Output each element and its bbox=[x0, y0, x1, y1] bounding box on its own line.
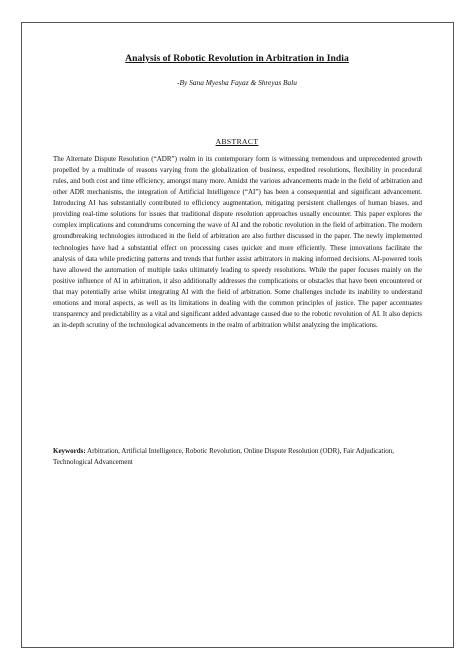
author-byline: -By Sana Myesha Fayaz & Shreyas Balu bbox=[177, 78, 297, 87]
keywords-line bbox=[53, 446, 422, 468]
paper-title: Analysis of Robotic Revolution in Arbitration in India bbox=[125, 53, 349, 64]
abstract-heading: ABSTRACT bbox=[215, 137, 259, 146]
page-border bbox=[21, 22, 454, 648]
keywords-text: Arbitration, Artificial Intelligence, Robotic Revolution, Online Dispute Resolution (ODR), Fair Adjudication, Technological Advancement bbox=[53, 447, 395, 467]
abstract-body: The Alternate Dispute Resolution (“ADR”) realm in its contemporary form is witnessing tremendous and unprecedented growth propelled by a multitude of reasons varying from the globalization of business, expedited resolutions, flexibility in procedural rules, and both cost and time efficiency, amongst many more. Amidst the various advancements made in the field of arbitration and other ADR mechanisms, the integration of Artificial Intelligence (“AI”) has been a consequential and significant advancement. Introducing AI has substantially contributed to efficiency augmentation, mitigating persistent challenges of human biases, and providing real-time solutions for issues that traditional dispute resolution approaches usually encounter. This paper explores the complex implications and conundrums concerning the wave of AI and the robotic revolution in the field of arbitration. The modern groundbreaking technologies introduced in the field of arbitration are also further discussed in the paper. The newly implemented technologies have had a substantial effect on processing cases quicker and more efficiently. These innovations facilitate the analysis of data while predicting patterns and trends that further assist arbitrators in making informed decisions. AI-powered tools have allowed the automation of multiple tasks ultimately leading to speedy resolutions. While the paper focuses mainly on the positive influence of AI in arbitration, it also additionally addresses the complications or obstacles that have been encountered or that may potentially arise whilst integrating AI with the field of arbitration. Some challenges include its inability to understand emotions and moral aspects, as well as its limitations in dealing with the common principles of justice. The paper accentuates transparency and predictability as a vital and significant added advantage caused due to the robotic revolution of AI. It also depicts an in-depth scrutiny of the technological advancements in the realm of arbitration whilst analyzing the implications. bbox=[53, 155, 422, 329]
keywords-label: Keywords: bbox=[53, 447, 86, 455]
